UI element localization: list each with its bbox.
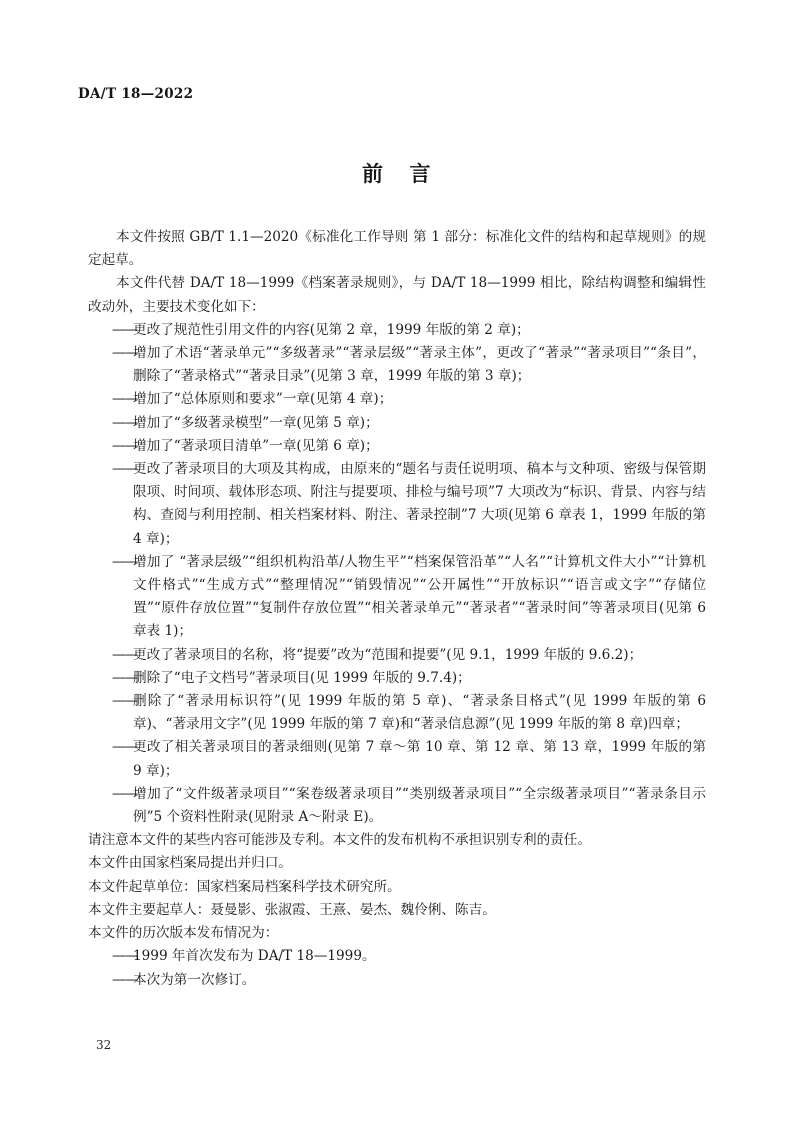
page-title [0,158,793,188]
list-item [88,412,706,435]
list-item [88,945,706,968]
em-dash-marker: —— [112,321,138,338]
standard-number-header: DA/T 18—2022 [78,86,194,102]
intro-paragraph-2: 本文件代替 DA/T 18—1999《档案著录规则》，与 DA/T 18—1999 相比，除结构调整和编辑性改动外，主要技术变化如下： [88,275,706,315]
em-dash-marker: —— [112,414,138,431]
list-item [88,319,706,342]
list-item-text: 更改了相关著录项目的著录细则(见第 7 章～第 10 章、第 12 章、第 13 章，1999 年版的第 9 章)； [133,739,706,779]
closing-paragraph-drafting-org: 本文件起草单位：国家档案局档案科学技术研究所。 [88,878,401,895]
list-item-text: 更改了规范性引用文件的内容(见第 2 章，1999 年版的第 2 章)； [133,321,530,338]
list-item [88,435,706,458]
em-dash-marker: —— [112,345,138,362]
list-item-text: 增加了 “著录层级”“组织机构沿革/人物生平”“档案保管沿革”“人名”“计算机文件大小”“计算机文件格式”“生成方式”“整理情况”“销毁情况”“公开属性”“开放标识”“语言或文字”“存储位置”“原件存放位置”“复制件存放位置”“相关著录单元”“著录者”“著录时间”等著录项目(见第 6 章表 1)； [133,553,706,640]
list-item [88,667,706,690]
em-dash-marker: —— [112,553,138,570]
list-item-text: 增加了“多级著录模型”一章(见第 5 章)； [133,414,379,431]
list-item [88,342,706,388]
em-dash-marker: —— [112,669,138,686]
em-dash-marker: —— [112,437,138,454]
version-history-list [88,945,706,991]
list-item [88,551,706,644]
list-item-text: 删除了“电子文档号”著录项目(见 1999 年版的 9.7.4)； [133,669,471,686]
list-item [88,458,706,551]
list-item-text: 删除了“著录用标识符”(见 1999 年版的第 5 章)、“著录条目格式”(见 1999 年版的第 6 章)、“著录用文字”(见 1999 年版的第 7 章)和“著录信息源”(见 1999 年版的第 8 章)四章； [133,693,706,733]
intro-paragraph-1: 本文件按照 GB/T 1.1—2020《标准化工作导则 第 1 部分：标准化文件的结构和起草规则》的规定起草。 [88,229,706,269]
list-item [88,783,706,829]
em-dash-marker: —— [112,461,138,478]
list-item [88,969,706,992]
em-dash-marker: —— [112,785,138,802]
list-item-text: 1999 年首次发布为 DA/T 18—1999。 [133,948,376,965]
closing-paragraph-patent: 请注意本文件的某些内容可能涉及专利。本文件的发布机构不承担识别专利的责任。 [88,832,591,849]
em-dash-marker: —— [112,948,138,965]
closing-paragraph-version-intro: 本文件的历次版本发布情况为： [88,925,279,942]
list-item [88,644,706,667]
closing-paragraph-proposer: 本文件由国家档案局提出并归口。 [88,855,292,872]
em-dash-marker: —— [112,391,138,408]
page-number: 32 [96,1038,112,1052]
list-item [88,736,706,782]
closing-paragraph-drafters: 本文件主要起草人：聂曼影、张淑霞、王熹、晏杰、魏伶俐、陈吉。 [88,901,496,918]
page-title-char-1: 前 [362,161,384,186]
list-item-text: 更改了著录项目的大项及其构成，由原来的“题名与责任说明项、稿本与文种项、密级与保管期限项、时间项、载体形态项、附注与提要项、排检与编号项”7 大项改为“标识、背景、内容与结构、查阅与利用控制、相关档案材料、附注、著录控制”7 大项(见第 6 章表 1，1999 年版的第 4 章)； [133,461,706,547]
list-item [88,388,706,411]
list-item-text: 本次为第一次修订。 [133,971,256,988]
foreword-body [88,226,706,992]
em-dash-marker: —— [112,646,138,663]
em-dash-marker: —— [112,693,138,710]
em-dash-marker: —— [112,739,138,756]
list-item-text: 增加了术语“著录单元”“多级著录”“著录层级”“著录主体”，更改了“著录”“著录项目”“条目”，删除了“著录格式”“著录目录”(见第 3 章，1999 年版的第 3 章)； [133,345,706,385]
list-item [88,690,706,736]
list-item-text: 增加了“文件级著录项目”“案卷级著录项目”“类别级著录项目”“全宗级著录项目”“著录条目示例”5 个资料性附录(见附录 A～附录 E)。 [133,785,706,826]
page-title-char-2: 言 [409,161,431,186]
list-item-text: 增加了“总体原则和要求”一章(见第 4 章)； [133,391,393,408]
technical-changes-list [88,319,706,829]
em-dash-marker: —— [112,971,138,988]
list-item-text: 增加了“著录项目清单”一章(见第 6 章)； [133,437,379,454]
list-item-text: 更改了著录项目的名称，将“提要”改为“范围和提要”(见 9.1，1999 年版的 9.6.2)； [133,646,643,663]
